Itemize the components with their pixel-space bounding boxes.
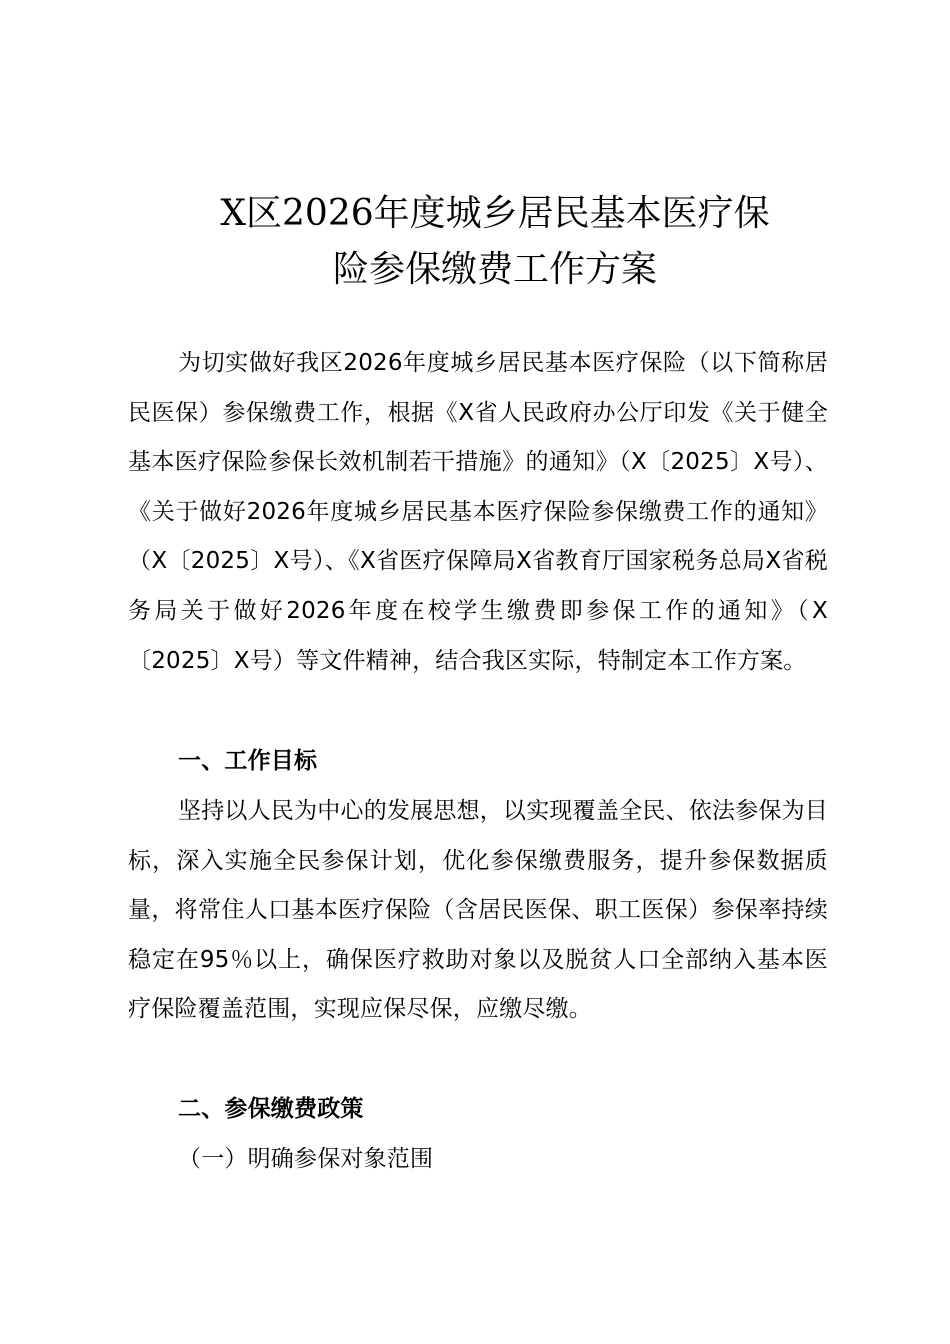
intro-paragraph: 为切实做好我区2026年度城乡居民基本医疗保险（以下简称居民医保）参保缴费工作，根据《X省人民政府办公厅印发《关于健全基本医疗保险参保长效机制若干措施》的通知》（X〔2025〕X号）、《关于做好2026年度城乡居民基本医疗保险参保缴费工作的通知》（X〔2025〕X号）、《X省医疗保障局X省教育厅国家税务总局X省税务局关于做好2026年度在校学生缴费即参保工作的通知》（X〔2025〕X号）等文件精神，结合我区实际，特制定本工作方案。 bbox=[128, 350, 828, 674]
title-line-1: X区2026年度城乡居民基本医疗保 bbox=[220, 193, 770, 234]
section-1-paragraph: 坚持以人民为中心的发展思想，以实现覆盖全民、依法参保为目标，深入实施全民参保计划，优化参保缴费服务，提升参保数据质量，将常住人口基本医疗保险（含居民医保、职工医保）参保率持续稳定在95％以上，确保医疗救助对象以及脱贫人口全部纳入基本医疗保险覆盖范围，实现应保尽保，应缴尽缴。 bbox=[128, 798, 828, 1023]
section-1-heading: 一、工作目标 bbox=[178, 748, 318, 774]
title-line-2: 险参保缴费工作方案 bbox=[332, 249, 657, 290]
section-2-heading: 二、参保缴费政策 bbox=[178, 1096, 364, 1122]
section-2-subheading-1: （一）明确参保对象范围 bbox=[178, 1146, 434, 1172]
document-title bbox=[150, 186, 840, 298]
